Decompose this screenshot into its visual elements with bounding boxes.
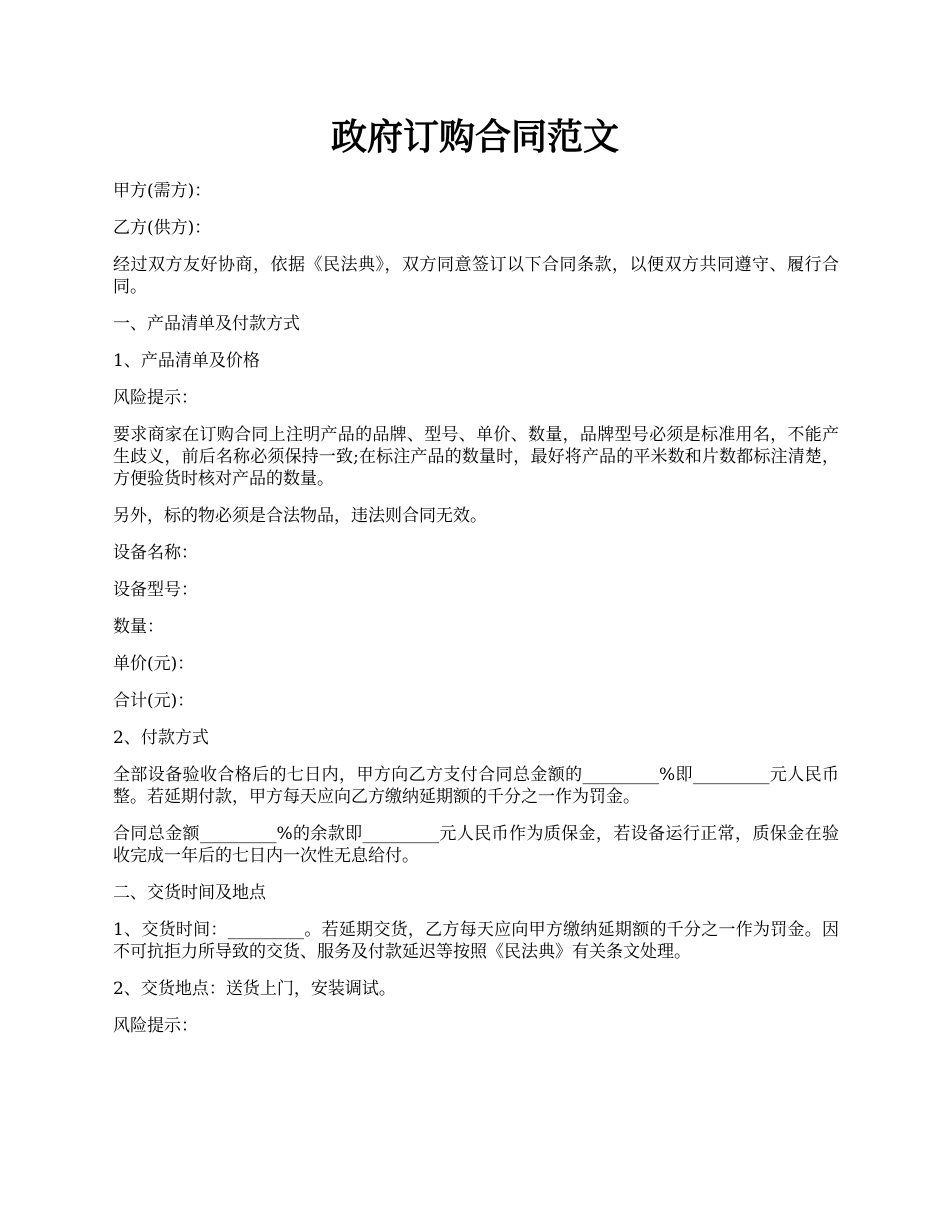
party-a-line: 甲方(需方)： <box>113 181 212 201</box>
subsection-heading: 1、产品清单及价格 <box>113 351 260 371</box>
subsection-heading: 2、付款方式 <box>113 728 209 748</box>
document-title: 政府订购合同范文 <box>330 116 619 158</box>
total-field: 合计(元)： <box>113 691 195 711</box>
equipment-model-field: 设备型号： <box>113 580 198 600</box>
legality-paragraph: 另外，标的物必须是合法物品，违法则合同无效。 <box>113 506 487 526</box>
delivery-location-paragraph: 2、交货地点：送货上门，安装调试。 <box>113 979 396 999</box>
risk-notice-label: 风险提示： <box>113 1016 198 1036</box>
party-b-line: 乙方(供方)： <box>113 218 212 238</box>
unit-price-field: 单价(元)： <box>113 654 195 674</box>
quantity-field: 数量： <box>113 617 164 637</box>
section-heading-2: 二、交货时间及地点 <box>113 883 266 903</box>
warranty-paragraph: 合同总金额_________%的余款即_________元人民币作为质保金，若设备运行正常，质保金在验收完成一年后的七日内一次性无息给付。 <box>113 824 839 866</box>
document-body <box>113 180 839 1052</box>
equipment-name-field: 设备名称： <box>113 543 198 563</box>
risk-notice-paragraph: 要求商家在订购合同上注明产品的品牌、型号、单价、数量，品牌型号必须是标准用名，不能产生歧义，前后名称必须保持一致;在标注产品的数量时，最好将产品的平米数和片数都标注清楚，方便验货时核对产品的数量。 <box>113 425 839 489</box>
payment-paragraph: 全部设备验收合格后的七日内，甲方向乙方支付合同总金额的_________%即_________元人民币整。若延期付款，甲方每天应向乙方缴纳延期额的千分之一作为罚金。 <box>113 765 839 807</box>
risk-notice-label: 风险提示： <box>113 388 198 408</box>
section-heading-1: 一、产品清单及付款方式 <box>113 314 300 334</box>
delivery-time-paragraph: 1、交货时间：_________。若延期交货，乙方每天应向甲方缴纳延期额的千分之一作为罚金。因不可抗拒力所导致的交货、服务及付款延迟等按照《民法典》有关条文处理。 <box>113 920 839 962</box>
preamble-paragraph: 经过双方友好协商，依据《民法典》，双方同意签订以下合同条款，以便双方共同遵守、履行合同。 <box>113 255 839 297</box>
